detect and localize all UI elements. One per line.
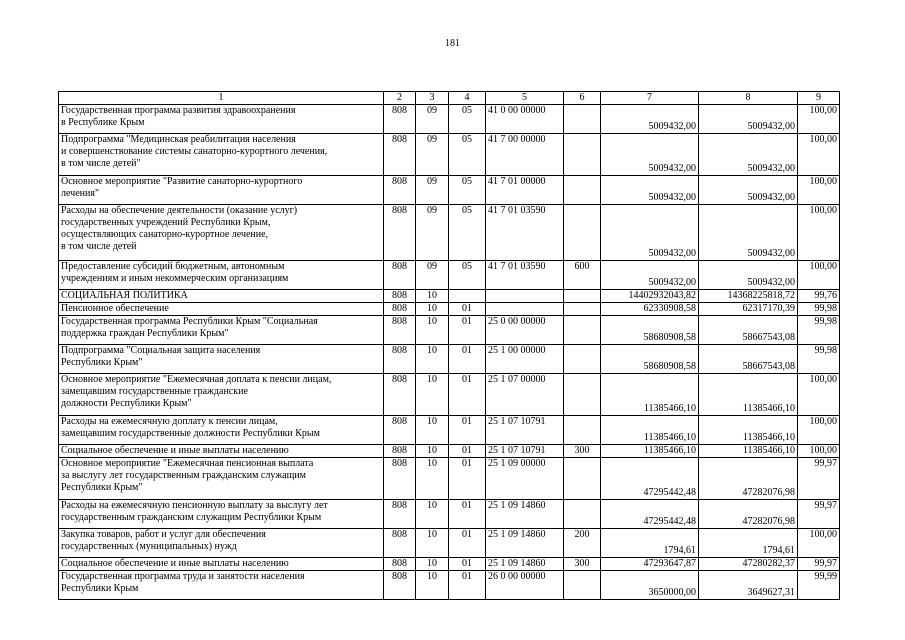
chapter-code-cell: 808 bbox=[384, 316, 416, 345]
executed-amount-cell: 47282076,98 bbox=[699, 500, 798, 529]
execution-percent-cell: 100,00 bbox=[798, 105, 840, 134]
subsection-cell: 01 bbox=[449, 316, 486, 345]
row-name-cell: СОЦИАЛЬНАЯ ПОЛИТИКА bbox=[59, 290, 384, 303]
target-article-cell bbox=[486, 290, 564, 303]
expense-type-cell bbox=[564, 316, 601, 345]
table-row bbox=[59, 134, 840, 176]
header-cell: 6 bbox=[564, 92, 601, 105]
subsection-cell: 05 bbox=[449, 105, 486, 134]
subsection-cell: 01 bbox=[449, 458, 486, 500]
target-article-cell: 25 1 07 00000 bbox=[486, 374, 564, 416]
section-cell: 10 bbox=[416, 558, 449, 571]
expense-type-cell bbox=[564, 105, 601, 134]
row-name-cell: Пенсионное обеспечение bbox=[59, 303, 384, 316]
planned-amount-cell: 11385466,10 bbox=[601, 445, 699, 458]
execution-percent-cell: 99,97 bbox=[798, 558, 840, 571]
execution-percent-cell: 99,98 bbox=[798, 316, 840, 345]
planned-amount-cell: 14402932043,82 bbox=[601, 290, 699, 303]
subsection-cell: 01 bbox=[449, 303, 486, 316]
chapter-code-cell: 808 bbox=[384, 558, 416, 571]
chapter-code-cell: 808 bbox=[384, 176, 416, 205]
chapter-code-cell: 808 bbox=[384, 374, 416, 416]
section-cell: 10 bbox=[416, 290, 449, 303]
row-name-cell: Подпрограмма "Медицинская реабилитация населения и совершенствование системы санаторно-курортного лечения, в том числе детей" bbox=[59, 134, 384, 176]
row-name-cell: Закупка товаров, работ и услуг для обеспечения государственных (муниципальных) нужд bbox=[59, 529, 384, 558]
expense-type-cell: 300 bbox=[564, 558, 601, 571]
table-row bbox=[59, 316, 840, 345]
subsection-cell: 05 bbox=[449, 261, 486, 290]
planned-amount-cell: 1794,61 bbox=[601, 529, 699, 558]
execution-percent-cell: 100,00 bbox=[798, 205, 840, 261]
subsection-cell: 01 bbox=[449, 571, 486, 600]
target-article-cell: 25 1 09 14860 bbox=[486, 500, 564, 529]
section-cell: 10 bbox=[416, 458, 449, 500]
row-name-cell: Социальное обеспечение и иные выплаты населению bbox=[59, 558, 384, 571]
expense-type-cell bbox=[564, 458, 601, 500]
execution-percent-cell: 99,97 bbox=[798, 458, 840, 500]
subsection-cell: 01 bbox=[449, 558, 486, 571]
planned-amount-cell: 47295442,48 bbox=[601, 458, 699, 500]
executed-amount-cell: 5009432,00 bbox=[699, 134, 798, 176]
header-cell: 8 bbox=[699, 92, 798, 105]
row-name-cell: Основное мероприятие "Ежемесячная пенсионная выплата за выслугу лет государственным гражданским служащим Республики Крым" bbox=[59, 458, 384, 500]
row-name-cell: Расходы на ежемесячную пенсионную выплату за выслугу лет государственным гражданским служащим Республики Крым bbox=[59, 500, 384, 529]
executed-amount-cell: 1794,61 bbox=[699, 529, 798, 558]
table-row bbox=[59, 105, 840, 134]
header-row bbox=[59, 92, 840, 105]
chapter-code-cell: 808 bbox=[384, 205, 416, 261]
target-article-cell: 25 1 09 14860 bbox=[486, 558, 564, 571]
section-cell: 09 bbox=[416, 134, 449, 176]
execution-percent-cell: 100,00 bbox=[798, 176, 840, 205]
expense-type-cell: 300 bbox=[564, 445, 601, 458]
table-row bbox=[59, 458, 840, 500]
table-body bbox=[59, 92, 840, 600]
executed-amount-cell: 58667543,08 bbox=[699, 345, 798, 374]
table-row bbox=[59, 205, 840, 261]
planned-amount-cell: 5009432,00 bbox=[601, 205, 699, 261]
section-cell: 10 bbox=[416, 416, 449, 445]
section-cell: 09 bbox=[416, 176, 449, 205]
execution-percent-cell: 99,76 bbox=[798, 290, 840, 303]
row-name-cell: Основное мероприятие "Ежемесячная доплата к пенсии лицам, замещавшим государственные гражданские должности Республики Крым" bbox=[59, 374, 384, 416]
section-cell: 09 bbox=[416, 205, 449, 261]
executed-amount-cell: 5009432,00 bbox=[699, 176, 798, 205]
expense-type-cell bbox=[564, 134, 601, 176]
header-cell: 9 bbox=[798, 92, 840, 105]
subsection-cell: 05 bbox=[449, 205, 486, 261]
header-cell: 1 bbox=[59, 92, 384, 105]
expense-type-cell bbox=[564, 176, 601, 205]
chapter-code-cell: 808 bbox=[384, 571, 416, 600]
execution-percent-cell: 100,00 bbox=[798, 374, 840, 416]
page-number: 181 bbox=[445, 38, 460, 49]
section-cell: 10 bbox=[416, 445, 449, 458]
execution-percent-cell: 100,00 bbox=[798, 261, 840, 290]
row-name-cell: Государственная программа развития здравоохранения в Республике Крым bbox=[59, 105, 384, 134]
subsection-cell: 01 bbox=[449, 345, 486, 374]
executed-amount-cell: 62317170,39 bbox=[699, 303, 798, 316]
execution-percent-cell: 99,99 bbox=[798, 571, 840, 600]
expense-type-cell: 600 bbox=[564, 261, 601, 290]
expense-type-cell bbox=[564, 571, 601, 600]
chapter-code-cell: 808 bbox=[384, 445, 416, 458]
table-row bbox=[59, 529, 840, 558]
header-cell: 4 bbox=[449, 92, 486, 105]
table-row bbox=[59, 303, 840, 316]
target-article-cell: 25 1 00 00000 bbox=[486, 345, 564, 374]
executed-amount-cell: 5009432,00 bbox=[699, 261, 798, 290]
header-cell: 7 bbox=[601, 92, 699, 105]
chapter-code-cell: 808 bbox=[384, 500, 416, 529]
table-row bbox=[59, 500, 840, 529]
execution-percent-cell: 100,00 bbox=[798, 416, 840, 445]
table-row bbox=[59, 571, 840, 600]
chapter-code-cell: 808 bbox=[384, 134, 416, 176]
table-row bbox=[59, 558, 840, 571]
execution-percent-cell: 99,97 bbox=[798, 500, 840, 529]
planned-amount-cell: 47295442,48 bbox=[601, 500, 699, 529]
chapter-code-cell: 808 bbox=[384, 261, 416, 290]
planned-amount-cell: 11385466,10 bbox=[601, 374, 699, 416]
chapter-code-cell: 808 bbox=[384, 345, 416, 374]
section-cell: 10 bbox=[416, 374, 449, 416]
execution-percent-cell: 100,00 bbox=[798, 134, 840, 176]
header-cell: 3 bbox=[416, 92, 449, 105]
subsection-cell: 05 bbox=[449, 134, 486, 176]
expense-type-cell bbox=[564, 345, 601, 374]
execution-percent-cell: 99,98 bbox=[798, 345, 840, 374]
target-article-cell: 25 1 09 14860 bbox=[486, 529, 564, 558]
chapter-code-cell: 808 bbox=[384, 529, 416, 558]
expense-type-cell bbox=[564, 303, 601, 316]
planned-amount-cell: 5009432,00 bbox=[601, 134, 699, 176]
expense-type-cell bbox=[564, 416, 601, 445]
row-name-cell: Социальное обеспечение и иные выплаты населению bbox=[59, 445, 384, 458]
expense-type-cell bbox=[564, 290, 601, 303]
execution-percent-cell: 99,98 bbox=[798, 303, 840, 316]
executed-amount-cell: 5009432,00 bbox=[699, 105, 798, 134]
target-article-cell: 25 1 07 10791 bbox=[486, 416, 564, 445]
chapter-code-cell: 808 bbox=[384, 416, 416, 445]
planned-amount-cell: 62330908,58 bbox=[601, 303, 699, 316]
row-name-cell: Расходы на ежемесячную доплату к пенсии лицам, замещавшим государственные должности Республики Крым bbox=[59, 416, 384, 445]
target-article-cell: 25 1 09 00000 bbox=[486, 458, 564, 500]
executed-amount-cell: 14368225818,72 bbox=[699, 290, 798, 303]
section-cell: 10 bbox=[416, 529, 449, 558]
section-cell: 10 bbox=[416, 316, 449, 345]
row-name-cell: Расходы на обеспечение деятельности (оказание услуг) государственных учреждений Республики Крым, осуществляющих санаторно-курортное лечение, в том числе детей bbox=[59, 205, 384, 261]
planned-amount-cell: 3650000,00 bbox=[601, 571, 699, 600]
table-row bbox=[59, 445, 840, 458]
target-article-cell: 41 0 00 00000 bbox=[486, 105, 564, 134]
planned-amount-cell: 47293647,87 bbox=[601, 558, 699, 571]
expense-type-cell: 200 bbox=[564, 529, 601, 558]
section-cell: 10 bbox=[416, 571, 449, 600]
table-row bbox=[59, 345, 840, 374]
section-cell: 10 bbox=[416, 303, 449, 316]
subsection-cell: 01 bbox=[449, 416, 486, 445]
chapter-code-cell: 808 bbox=[384, 290, 416, 303]
subsection-cell: 01 bbox=[449, 500, 486, 529]
planned-amount-cell: 5009432,00 bbox=[601, 176, 699, 205]
section-cell: 10 bbox=[416, 500, 449, 529]
executed-amount-cell: 5009432,00 bbox=[699, 205, 798, 261]
expense-type-cell bbox=[564, 374, 601, 416]
executed-amount-cell: 47282076,98 bbox=[699, 458, 798, 500]
table-row bbox=[59, 290, 840, 303]
target-article-cell: 41 7 00 00000 bbox=[486, 134, 564, 176]
execution-percent-cell: 100,00 bbox=[798, 529, 840, 558]
subsection-cell bbox=[449, 290, 486, 303]
chapter-code-cell: 808 bbox=[384, 303, 416, 316]
planned-amount-cell: 58680908,58 bbox=[601, 345, 699, 374]
target-article-cell bbox=[486, 303, 564, 316]
row-name-cell: Государственная программа труда и занятости населения Республики Крым bbox=[59, 571, 384, 600]
row-name-cell: Подпрограмма "Социальная защита населения Республики Крым" bbox=[59, 345, 384, 374]
header-cell: 2 bbox=[384, 92, 416, 105]
target-article-cell: 26 0 00 00000 bbox=[486, 571, 564, 600]
table-row bbox=[59, 261, 840, 290]
chapter-code-cell: 808 bbox=[384, 105, 416, 134]
table-row bbox=[59, 374, 840, 416]
chapter-code-cell: 808 bbox=[384, 458, 416, 500]
planned-amount-cell: 58680908,58 bbox=[601, 316, 699, 345]
expense-type-cell bbox=[564, 205, 601, 261]
target-article-cell: 25 1 07 10791 bbox=[486, 445, 564, 458]
executed-amount-cell: 11385466,10 bbox=[699, 374, 798, 416]
row-name-cell: Основное мероприятие "Развитие санаторно-курортного лечения" bbox=[59, 176, 384, 205]
target-article-cell: 41 7 01 03590 bbox=[486, 205, 564, 261]
planned-amount-cell: 11385466,10 bbox=[601, 416, 699, 445]
executed-amount-cell: 11385466,10 bbox=[699, 445, 798, 458]
subsection-cell: 01 bbox=[449, 445, 486, 458]
target-article-cell: 25 0 00 00000 bbox=[486, 316, 564, 345]
executed-amount-cell: 58667543,08 bbox=[699, 316, 798, 345]
subsection-cell: 05 bbox=[449, 176, 486, 205]
subsection-cell: 01 bbox=[449, 374, 486, 416]
executed-amount-cell: 11385466,10 bbox=[699, 416, 798, 445]
target-article-cell: 41 7 01 00000 bbox=[486, 176, 564, 205]
section-cell: 09 bbox=[416, 261, 449, 290]
execution-percent-cell: 100,00 bbox=[798, 445, 840, 458]
table-row bbox=[59, 416, 840, 445]
executed-amount-cell: 3649627,31 bbox=[699, 571, 798, 600]
section-cell: 10 bbox=[416, 345, 449, 374]
budget-table bbox=[58, 91, 840, 600]
header-cell: 5 bbox=[486, 92, 564, 105]
table-row bbox=[59, 176, 840, 205]
planned-amount-cell: 5009432,00 bbox=[601, 105, 699, 134]
row-name-cell: Государственная программа Республики Крым "Социальная поддержка граждан Республики Крым" bbox=[59, 316, 384, 345]
subsection-cell: 01 bbox=[449, 529, 486, 558]
row-name-cell: Предоставление субсидий бюджетным, автономным учреждениям и иным некоммерческим организациям bbox=[59, 261, 384, 290]
planned-amount-cell: 5009432,00 bbox=[601, 261, 699, 290]
executed-amount-cell: 47280282,37 bbox=[699, 558, 798, 571]
section-cell: 09 bbox=[416, 105, 449, 134]
target-article-cell: 41 7 01 03590 bbox=[486, 261, 564, 290]
expense-type-cell bbox=[564, 500, 601, 529]
